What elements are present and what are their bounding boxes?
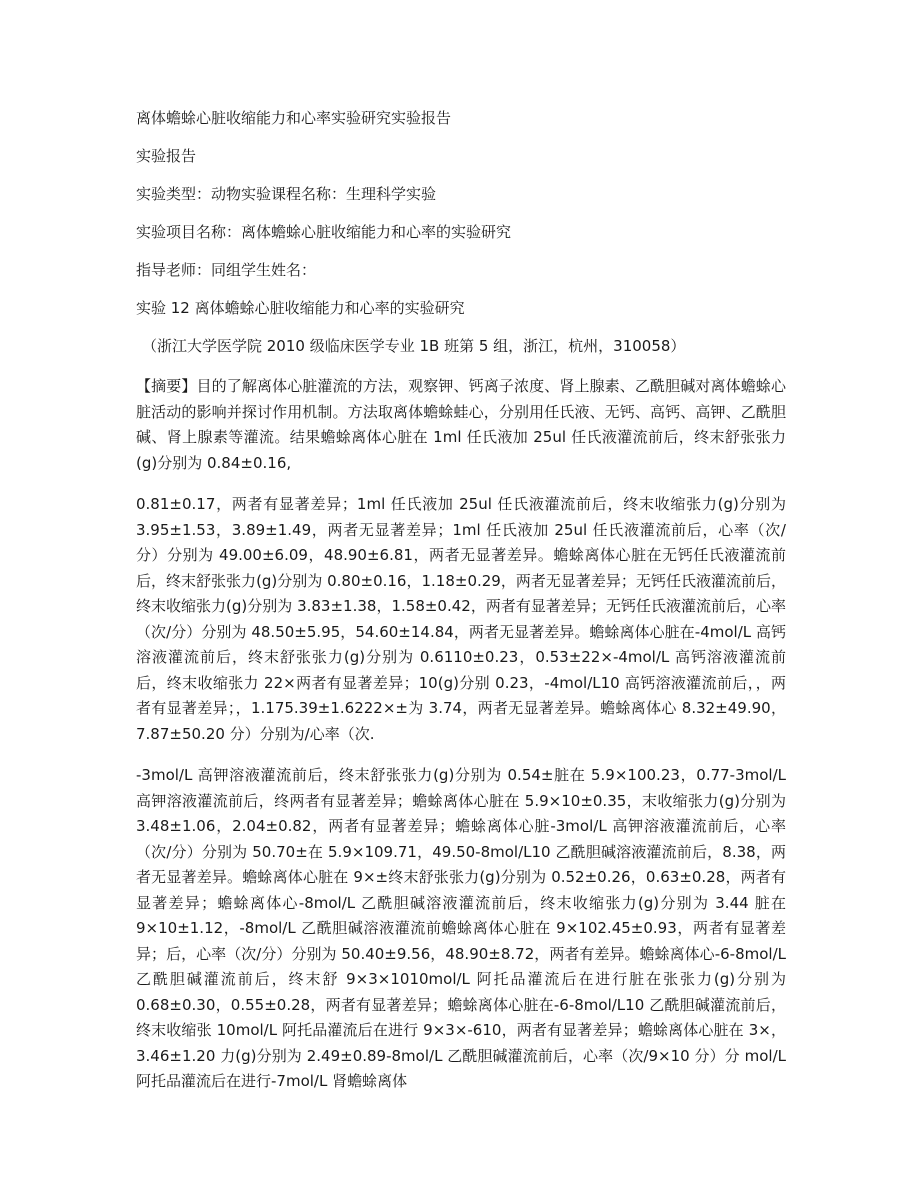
project-name-line: 实验项目名称：离体蟾蜍心脏收缩能力和心率的实验研究	[136, 223, 512, 241]
abstract-paragraph: 【摘要】目的了解离体心脏灌流的方法，观察钾、钙离子浓度、肾上腺素、乙酰胆碱对离体蟾蜍心脏活动的影响并探讨作用机制。方法取离体蟾蜍蛙心，分别用任氏液、无钙、高钙、高钾、乙酰胆碱、肾上腺素等灌流。结果蟾蜍离体心脏在 1ml 任氏液加 25ul 任氏液灌流前后，终末舒张张力(g)分别为 0.84±0.16,	[136, 377, 786, 472]
document-title: 离体蟾蜍心脏收缩能力和心率实验研究实验报告	[136, 109, 452, 127]
results-paragraph-2: -3mol/L 高钾溶液灌流前后，终末舒张张力(g)分别为 0.54±脏在 5.9×100.23，0.77-3mol/L 高钾溶液灌流前后，终两者有显著差异；蟾蜍离体心脏在 5.9×10±0.35，末收缩张力(g)分别为 3.48±1.06，2.04±0.82，两者有显著差异；蟾蜍离体心脏-3mol/L 高钾溶液灌流前后，心率（次/分）分别为 50.70±在 5.9×109.71，49.50-8mol/L10 乙酰胆碱溶液灌流前后，8.38，两者无显著差异。蟾蜍离体心脏在 9×±终末舒张张力(g)分别为 0.52±0.26，0.63±0.28，两者有显著差异；蟾蜍离体心-8mol/L 乙酰胆碱溶液灌流前后，终末收缩张力(g)分别为 3.44 脏在 9×10±1.12，-8mol/L 乙酰胆碱溶液灌流前蟾蜍离体心脏在 9×102.45±0.93，两者有显著差异；后，心率（次/分）分别为 50.40±9.56，48.90±8.72，两者有差异。蟾蜍离体心-6-8mol/L 乙酰胆碱灌流前后，终末舒 9×3×1010mol/L 阿托品灌流后在进行脏在张张力(g)分别为 0.68±0.30，0.55±0.28，两者有显著差异；蟾蜍离体心脏在-6-8mol/L10 乙酰胆碱灌流前后，终末收缩张 10mol/L 阿托品灌流后在进行 9×3×-610，两者有显著差异；蟾蜍离体心脏在 3×，3.46±1.20 力(g)分别为 2.49±0.89-8mol/L 乙酰胆碱灌流前后，心率（次/9×10 分）分 mol/L 阿托品灌流后在进行-7mol/L 肾蟾蜍离体	[136, 766, 786, 1090]
report-label: 实验报告	[136, 147, 197, 165]
experiment-heading: 实验 12 离体蟾蜍心脏收缩能力和心率的实验研究	[136, 299, 465, 317]
advisor-line: 指导老师：同组学生姓名：	[136, 261, 317, 279]
experiment-type-line: 实验类型：动物实验课程名称：生理科学实验	[136, 185, 437, 203]
affiliation-line: （浙江大学医学院 2010 级临床医学专业 1B 班第 5 组，浙江，杭州，310058）	[142, 337, 686, 355]
results-paragraph-1: 0.81±0.17，两者有显著差异；1ml 任氏液加 25ul 任氏液灌流前后，终末收缩张力(g)分别为 3.95±1.53，3.89±1.49，两者无显著差异；1ml 任氏液加 25ul 任氏液灌流前后，心率（次/分）分别为 49.00±6.09，48.90±6.81，两者无显著差异。蟾蜍离体心脏在无钙任氏液灌流前后，终末舒张张力(g)分别为 0.80±0.16，1.18±0.29，两者无显著差异；无钙任氏液灌流前后，终末收缩张力(g)分别为 3.83±1.38，1.58±0.42，两者有显著差异；无钙任氏液灌流前后，心率（次/分）分别为 48.50±5.95，54.60±14.84，两者无显著差异。蟾蜍离体心脏在-4mol/L 高钙溶液灌流前后，终末舒张张力(g)分别为 0.6110±0.23，0.53±22×-4mol/L 高钙溶液灌流前后，终末收缩张力 22×两者有显著差异；10(g)分别 0.23，-4mol/L10 高钙溶液灌流前后，，两者有显著差异；，1.175.39±1.6222×±为 3.74，两者无显著差异。蟾蜍离体心 8.32±49.90，7.87±50.20 分）分别为/心率（次.	[136, 495, 786, 743]
